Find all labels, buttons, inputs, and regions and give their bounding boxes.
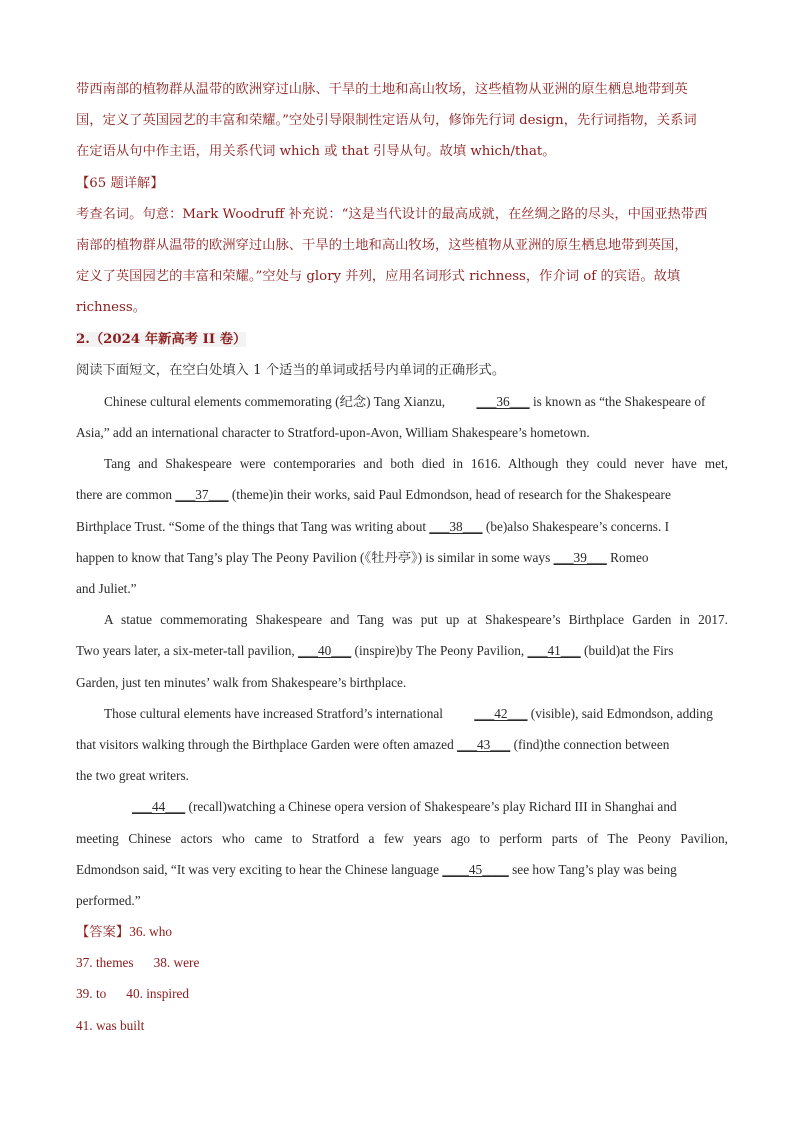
analysis-line: 定义了英国园艺的丰富和荣耀。”空处与 glory 并列，应用名词形式 richness，作介词 of 的宾语。故填 [76, 269, 681, 285]
previous-analysis [76, 74, 728, 168]
answer-line: 【答案】36. who [76, 924, 173, 940]
analysis-line: richness。 [76, 300, 146, 316]
blank-36[interactable]: ___36___ [476, 393, 530, 409]
blank-39[interactable]: ___39___ [553, 549, 607, 565]
analysis-line: 考查名词。句意：Mark Woodruff 补充说：“这是当代设计的最高成就，在丝绸之路的尽头，中国亚热带西 [76, 206, 708, 222]
passage-line: there are common ___37___ (theme)in their works, said Paul Edmondson, head of research for the Shakespeare [76, 479, 728, 510]
answer-line: 37. themes 38. were [76, 955, 200, 971]
blank-44[interactable]: ___44___ [132, 799, 186, 815]
passage-line: Two years later, a six-meter-tall pavilion, ___40___ (inspire)by The Peony Pavilion, ___41___ (build)at the Firs [76, 635, 728, 666]
blank-38[interactable]: ___38___ [429, 518, 483, 534]
answers [76, 916, 728, 1041]
document-page [76, 74, 728, 1041]
passage-line: the two great writers. [76, 768, 189, 784]
blank-42[interactable]: ___42___ [474, 705, 528, 721]
passage-line: performed.” [76, 892, 141, 908]
passage-line: and Juliet.” [76, 581, 137, 596]
passage-line: Garden, just ten minutes’ walk from Shakespeare’s birthplace. [76, 674, 407, 690]
question-65-explanation [76, 168, 728, 324]
analysis-line: 国，定义了英国园艺的丰富和荣耀。”空处引导限制性定语从句，修饰先行词 design，先行词指物，关系词 [76, 113, 697, 129]
analysis-line: 在定语从句中作主语，用关系代词 which 或 that 引导从句。故填 which/that。 [76, 144, 556, 160]
analysis-line: 带西南部的植物群从温带的欧洲穿过山脉、干旱的土地和高山牧场，这些植物从亚洲的原生栖息地带到英 [76, 82, 688, 97]
passage-line: Birthplace Trust. “Some of the things that Tang was writing about ___38___ (be)also Shakespeare’s concerns. I [76, 511, 728, 542]
section-title: 2.（2024 年新高考 II 卷） [76, 331, 247, 347]
blank-43[interactable]: ___43___ [457, 736, 511, 752]
blank-40[interactable]: ___40___ [298, 643, 352, 659]
passage-line: Edmondson said, “It was very exciting to hear the Chinese language ____45____ see how Tang’s play was being [76, 854, 728, 885]
blank-45[interactable]: ____45____ [442, 861, 509, 877]
answer-label: 【答案】 [76, 924, 130, 940]
passage-line: Those cultural elements have increased Stratford’s international ___42___ (visible), said Edmondson, adding [76, 698, 728, 729]
instruction: 阅读下面短文，在空白处填入 1 个适当的单词或括号内单词的正确形式。 [76, 362, 506, 378]
passage-line: ___44___ (recall)watching a Chinese opera version of Shakespeare’s play Richard III in Shanghai and [76, 791, 728, 822]
blank-41[interactable]: ___41___ [527, 643, 581, 659]
answer-line: 41. was built [76, 1017, 145, 1033]
answer-line: 39. to 40. inspired [76, 986, 190, 1002]
passage-line: that visitors walking through the Birthplace Garden were often amazed ___43___ (find)the connection between [76, 729, 728, 760]
passage [76, 386, 728, 916]
blank-37[interactable]: ___37___ [175, 487, 229, 503]
q65-heading: 【65 题详解】 [76, 175, 164, 191]
passage-line: meeting Chinese actors who came to Stratford a few years ago to perform parts of The Peony Pavilion, [76, 830, 728, 846]
passage-line: A statue commemorating Shakespeare and Tang was put up at Shakespeare’s Birthplace Garden in 2017. [104, 612, 728, 628]
passage-line: Tang and Shakespeare were contemporaries and both died in 1616. Although they could never have met, [104, 456, 728, 472]
analysis-line: 南部的植物群从温带的欧洲穿过山脉、干旱的土地和高山牧场，这些植物从亚洲的原生栖息地带到英国， [76, 237, 688, 253]
passage-line: Chinese cultural elements commemorating (纪念) Tang Xianzu, ___36___ is known as “the Shakespeare of [76, 386, 728, 417]
passage-line: happen to know that Tang’s play The Peony Pavilion (《牡丹亭》) is similar in some ways ___39___ Romeo [76, 542, 728, 573]
passage-line: Asia,” add an international character to Stratford-upon-Avon, William Shakespeare’s hometown. [76, 425, 590, 441]
